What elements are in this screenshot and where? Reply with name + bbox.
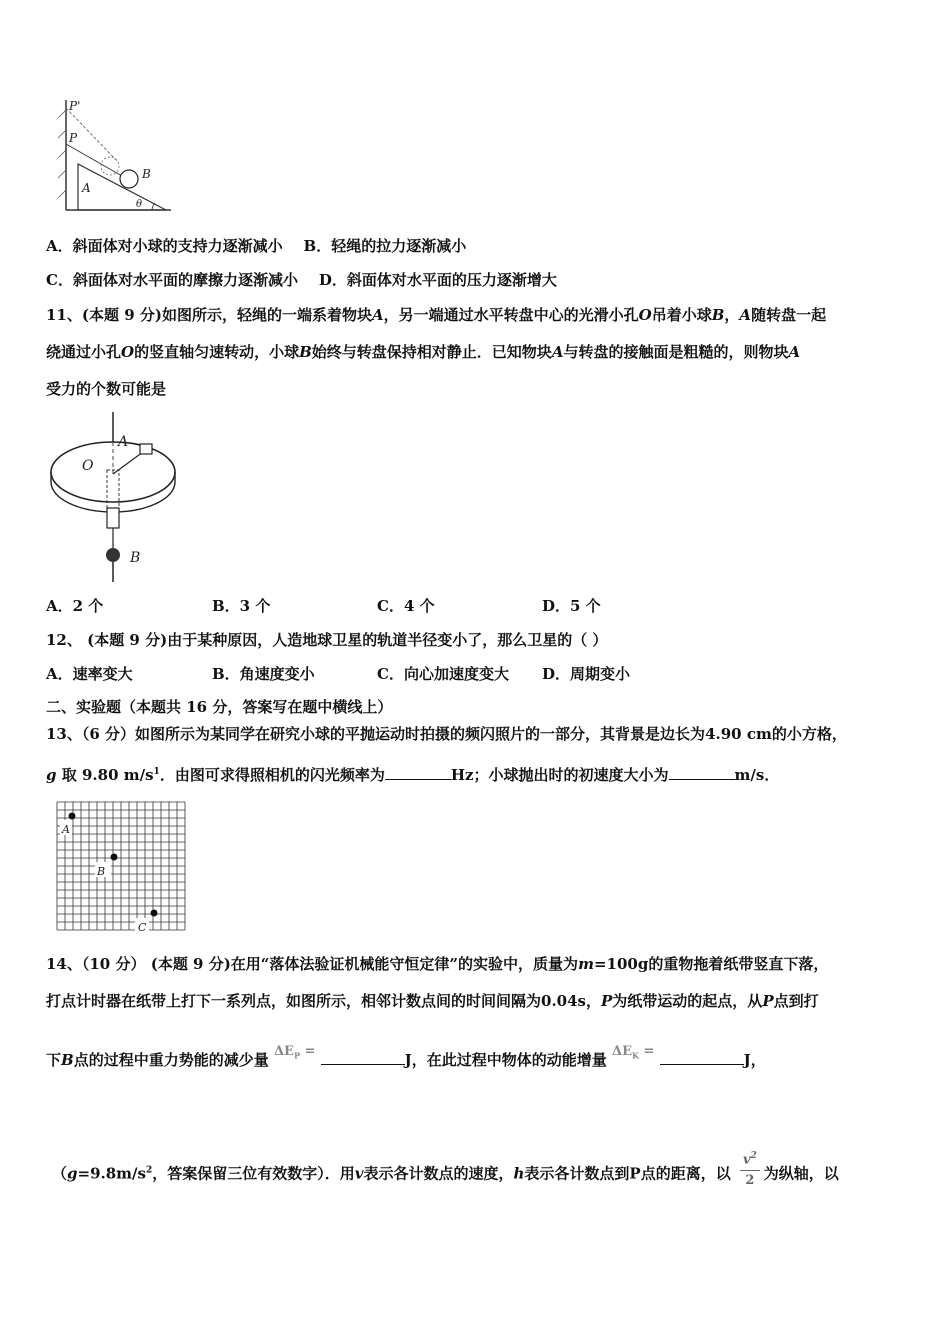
label-b: B	[130, 550, 141, 566]
q14-line3: 下B点的过程中重力势能的减少量 $\Delta E_P = J$，在此过程中物体的动能增量 $\Delta E_K = J$，	[46, 1044, 766, 1069]
q12-option-d[interactable]: D．周期变小	[542, 665, 631, 683]
q12-option-b[interactable]: B．角速度变小	[212, 665, 315, 683]
q11-option-a[interactable]: A．2 个	[46, 597, 104, 615]
label-o: O	[82, 458, 94, 474]
q13-velocity-blank[interactable]	[669, 765, 735, 780]
q11-option-b[interactable]: B．3 个	[212, 597, 271, 615]
q14-kinetic-energy-blank[interactable]	[660, 1050, 744, 1065]
q13-frequency-blank[interactable]	[385, 765, 451, 780]
ball-c	[151, 910, 158, 917]
q14-line1: 14、（10 分） (本题 9 分)在用“落体法验证机械能守恒定律”的实验中，质量为m=100g的重物拖着纸带竖直下落，	[46, 955, 829, 973]
incline-figure	[56, 98, 176, 214]
q11-line3: 受力的个数可能是	[46, 380, 167, 398]
q14-line4: （$g=9.8m/s^2$，答案保留三位有效数字）．用v表示各计数点的速度，h表示各计数点到P点的距离，以 $\frac{v^2}{2}$ 为纵轴，以	[52, 1152, 839, 1197]
section-title: 二、实验题（本题共 16 分，答案写在题中横线上）	[46, 698, 393, 716]
label-a: A	[82, 181, 91, 195]
q13-line2: g 取 9.80 $m/s^1$．由图可求得照相机的闪光频率为 Hz；小球抛出时的初速度大小为 m/s．	[46, 766, 780, 784]
q11-line1: 11、(本题 9 分)如图所示，轻绳的一端系着物块A，另一端通过水平转盘中心的光滑小孔O吊着小球B，A随转盘一起	[46, 306, 827, 324]
label-p: P	[69, 131, 78, 145]
q10-option-b[interactable]: B．轻绳的拉力逐渐减小	[303, 237, 467, 255]
label-b: B	[142, 167, 151, 181]
ball-a	[69, 813, 76, 820]
label-a: A	[62, 823, 70, 836]
q12-option-a[interactable]: A．速率变大	[46, 665, 133, 683]
q10-option-d[interactable]: D．斜面体对水平面的压力逐渐增大	[318, 271, 557, 289]
v-squared-over-2: $\frac{v^2}{2}$	[740, 1146, 760, 1191]
q10-option-c[interactable]: C．斜面体对水平面的摩擦力逐渐减小	[46, 271, 298, 289]
ball-b	[111, 854, 118, 861]
label-c: C	[138, 921, 147, 934]
label-b: B	[97, 865, 106, 878]
label-p-prime: P'	[69, 99, 81, 113]
q14-line2: 打点计时器在纸带上打下一系列点，如图所示，相邻计数点间的时间间隔为0.04s，P为纸带运动的起点，从P点到打	[46, 992, 819, 1010]
label-a: A	[118, 434, 129, 450]
q12-option-c[interactable]: C．向心加速度变大	[377, 665, 509, 683]
turntable-figure	[48, 412, 188, 584]
q11-line2: 绕通过小孔O的竖直轴匀速转动，小球B始终与转盘保持相对静止．已知物块A与转盘的接触面是粗糙的，则物块A	[46, 343, 801, 361]
q13-line1: 13、（6 分）如图所示为某同学在研究小球的平抛运动时拍摄的频闪照片的一部分，其背景是边长为4.90 cm的小方格，	[46, 725, 847, 743]
q11-option-d[interactable]: D．5 个	[542, 597, 601, 615]
strobe-grid-figure	[55, 800, 189, 934]
q12-stem: 12、 (本题 9 分)由于某种原因，人造地球卫星的轨道半径变小了，那么卫星的（ ）	[46, 631, 608, 649]
q10-options-row1	[46, 236, 466, 256]
q10-option-a[interactable]: A．斜面体对小球的支持力逐渐减小	[46, 237, 283, 255]
q11-option-c[interactable]: C．4 个	[377, 597, 435, 615]
label-theta: θ	[136, 199, 143, 210]
q10-options-row2	[46, 270, 557, 290]
q14-potential-energy-blank[interactable]	[321, 1050, 405, 1065]
